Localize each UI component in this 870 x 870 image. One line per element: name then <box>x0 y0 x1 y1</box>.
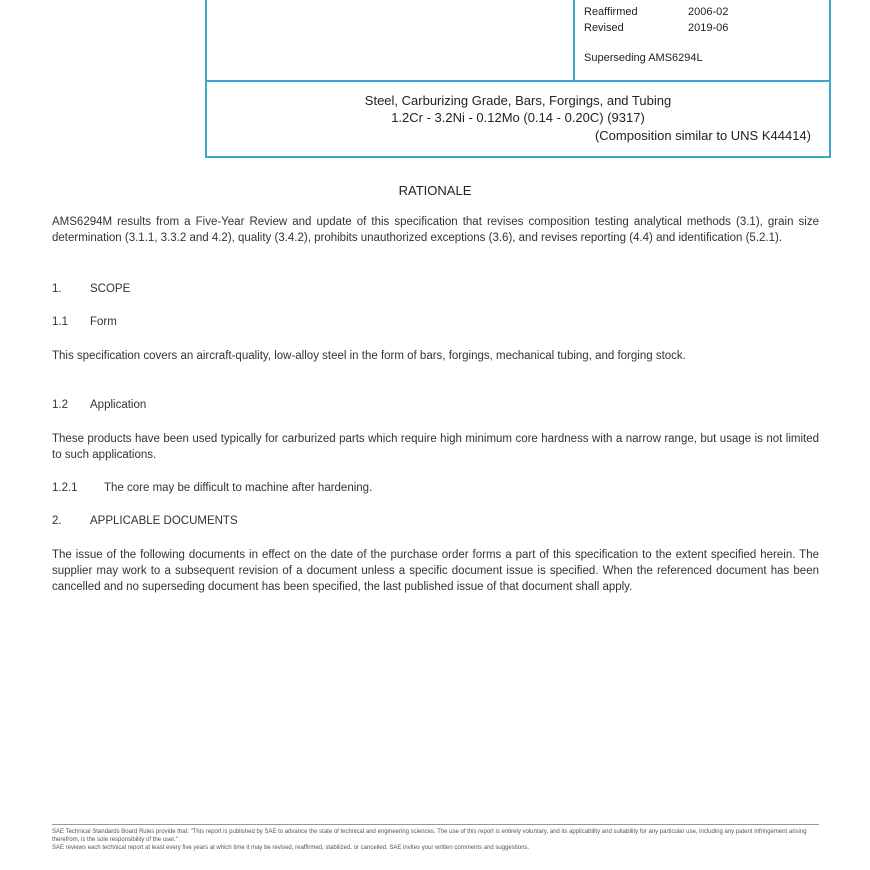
document-title <box>207 92 829 126</box>
reaffirmed-label: Reaffirmed <box>584 6 638 18</box>
section-2-text: The issue of the following documents in effect on the date of the purchase order forms a part of this specification to the extent specified herein. The supplier may work to a subsequent revision of a document unless a specific document issue is specified. When the referenced document has been cancelled and no superseding document has been specified, the last published issue of that document shall apply. <box>52 549 819 593</box>
title-line-2: 1.2Cr - 3.2Ni - 0.12Mo (0.14 - 0.20C) (9317) <box>391 110 645 125</box>
section-title: Form <box>90 316 117 328</box>
section-number: 1.2.1 <box>52 482 78 494</box>
section-2-heading <box>52 515 238 527</box>
section-1-heading <box>52 283 130 295</box>
revised-date: 2019-06 <box>688 22 729 34</box>
header-top-row <box>207 0 829 82</box>
rationale-heading: RATIONALE <box>398 183 472 198</box>
footer-notice <box>52 828 819 852</box>
section-1-1-heading <box>52 316 117 328</box>
section-1-2-heading <box>52 399 146 411</box>
title-line-1: Steel, Carburizing Grade, Bars, Forgings, and Tubing <box>364 93 672 108</box>
section-title: SCOPE <box>90 283 131 295</box>
superseding-note: Superseding AMS6294L <box>584 52 703 64</box>
footer-line-2: SAE reviews each technical report at least every five years at which time it may be revised, reaffirmed, stabilized, or cancelled. SAE invites your written comments and suggestions. <box>52 845 530 851</box>
section-number: 1.2 <box>52 399 68 411</box>
section-number: 1.1 <box>52 316 68 328</box>
rationale-text: AMS6294M results from a Five-Year Review and update of this specification that revises composition testing analytical methods (3.1), grain size determination (3.1.1, 3.3.2 and 4.2), quality (3.4.2), prohibits unauthorized exceptions (3.6), and revises reporting (4.4) and identification (5.2.1). <box>52 216 819 244</box>
reaffirmed-row <box>584 4 728 20</box>
section-title: APPLICABLE DOCUMENTS <box>90 515 238 527</box>
reaffirmed-date: 2006-02 <box>688 6 729 18</box>
revised-row <box>584 20 728 36</box>
revision-dates <box>584 4 728 36</box>
section-1-1-text: This specification covers an aircraft-quality, low-alloy steel in the form of bars, forgings, mechanical tubing, and forging stock. <box>52 350 686 362</box>
composition-note: (Composition similar to UNS K44414) <box>594 128 811 143</box>
section-1-2-1 <box>52 482 372 494</box>
section-1-2-text: These products have been used typically for carburized parts which require high minimum core hardness with a narrow range, but usage is not limited to such applications. <box>52 433 819 461</box>
revised-label: Revised <box>584 22 624 34</box>
document-header-box <box>205 0 831 158</box>
section-number: 2. <box>52 515 62 527</box>
footer-line-1: SAE Technical Standards Board Rules provide that: "This report is published by SAE to advance the state of technical and engineering sciences. The use of this report is entirely voluntary, and its applicability and suitability for any particular use, including any patent infringement arising therefrom, is the sole responsibility of the user." <box>52 829 807 843</box>
footer-divider <box>52 824 819 825</box>
section-number: 1. <box>52 283 62 295</box>
header-divider <box>573 0 575 80</box>
section-text: The core may be difficult to machine after hardening. <box>104 482 373 494</box>
section-title: Application <box>90 399 147 411</box>
